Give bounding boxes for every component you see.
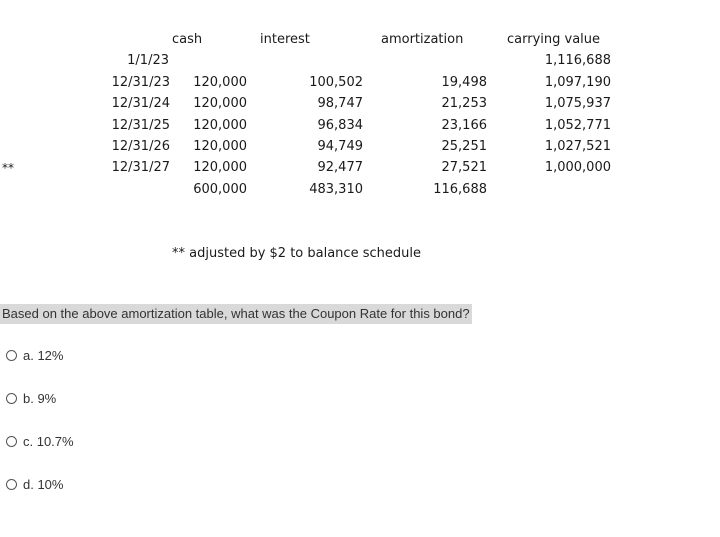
total-amortization: 116,688: [433, 182, 487, 197]
row-interest: 100,502: [309, 75, 363, 90]
option-b[interactable]: [6, 389, 56, 407]
adjusted-row-marker: **: [2, 161, 14, 175]
row-carrying-value: 1,027,521: [544, 139, 611, 154]
row-carrying-value: 1,097,190: [544, 75, 611, 90]
option-a[interactable]: [6, 346, 63, 364]
row-date: 1/1/23: [127, 53, 169, 68]
header-interest: interest: [260, 32, 310, 47]
row-carrying-value: 1,116,688: [544, 53, 611, 68]
option-c[interactable]: [6, 432, 74, 450]
option-d[interactable]: [6, 475, 63, 493]
row-cash: 120,000: [193, 160, 247, 175]
row-amortization: 19,498: [441, 75, 487, 90]
row-interest: 92,477: [317, 160, 363, 175]
row-cash: 120,000: [193, 139, 247, 154]
radio-button-icon[interactable]: [6, 436, 17, 447]
row-date: 12/31/27: [111, 160, 170, 175]
row-interest: 98,747: [317, 96, 363, 111]
row-amortization: 23,166: [441, 118, 487, 133]
row-carrying-value: 1,000,000: [544, 160, 611, 175]
radio-button-icon[interactable]: [6, 479, 17, 490]
row-interest: 94,749: [317, 139, 363, 154]
radio-button-icon[interactable]: [6, 393, 17, 404]
row-carrying-value: 1,075,937: [544, 96, 611, 111]
row-amortization: 25,251: [441, 139, 487, 154]
header-carrying-value: carrying value: [507, 32, 601, 47]
total-interest: 483,310: [309, 182, 363, 197]
row-date: 12/31/25: [111, 118, 170, 133]
question-text: Based on the above amortization table, what was the Coupon Rate for this bond?: [0, 304, 472, 324]
row-interest: 96,834: [317, 118, 363, 133]
radio-button-icon[interactable]: [6, 350, 17, 361]
header-amortization: amortization: [381, 32, 464, 47]
row-amortization: 27,521: [441, 160, 487, 175]
row-carrying-value: 1,052,771: [544, 118, 611, 133]
header-cash: cash: [172, 32, 203, 47]
row-date: 12/31/24: [111, 96, 170, 111]
row-date: 12/31/26: [111, 139, 170, 154]
row-amortization: 21,253: [441, 96, 487, 111]
row-cash: 120,000: [193, 96, 247, 111]
option-label: d. 10%: [23, 476, 64, 492]
option-label: b. 9%: [23, 390, 57, 406]
adjustment-note: ** adjusted by $2 to balance schedule: [172, 246, 421, 261]
total-cash: 600,000: [193, 182, 247, 197]
row-cash: 120,000: [193, 118, 247, 133]
option-label: a. 12%: [23, 347, 64, 363]
row-date: 12/31/23: [111, 75, 170, 90]
row-cash: 120,000: [193, 75, 247, 90]
option-label: c. 10.7%: [23, 433, 74, 449]
